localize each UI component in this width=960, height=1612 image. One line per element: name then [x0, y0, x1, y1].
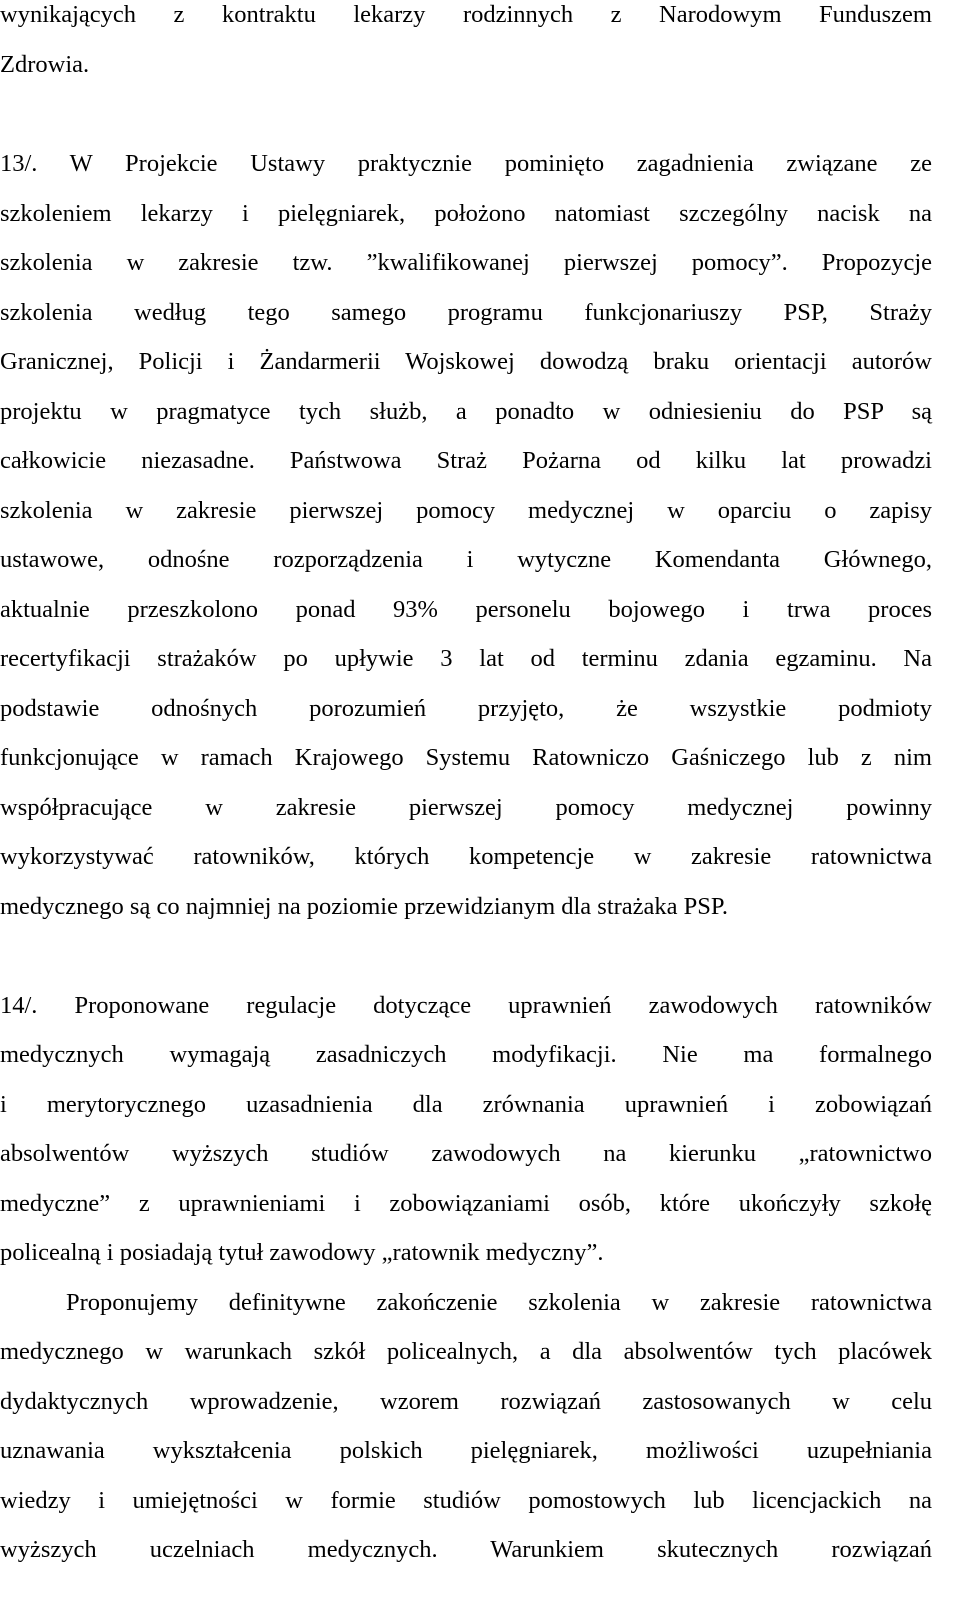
- text-line: Proponujemy definitywne zakończenie szkolenia w zakresie ratownictwa: [66, 1289, 932, 1316]
- text-line: dydaktycznych wprowadzenie, wzorem rozwiązań zastosowanych w celu: [0, 1388, 932, 1415]
- text-line: szkolenia w zakresie tzw. ”kwalifikowanej pierwszej pomocy”. Propozycje: [0, 249, 932, 276]
- text-line: medycznego w warunkach szkół policealnych, a dla absolwentów tych placówek: [0, 1338, 932, 1365]
- text-line: medycznego są co najmniej na poziomie przewidzianym dla strażaka PSP.: [0, 893, 728, 920]
- text-line: współpracujące w zakresie pierwszej pomocy medycznej powinny: [0, 794, 932, 821]
- text-line: wykorzystywać ratowników, których kompetencje w zakresie ratownictwa: [0, 843, 932, 870]
- text-line: wyższych uczelniach medycznych. Warunkiem skutecznych rozwiązań: [0, 1536, 932, 1563]
- text-line: wiedzy i umiejętności w formie studiów pomostowych lub licencjackich na: [0, 1487, 932, 1514]
- text-line: policealną i posiadają tytuł zawodowy „ratownik medyczny”.: [0, 1239, 604, 1266]
- text-line: absolwentów wyższych studiów zawodowych na kierunku „ratownictwo: [0, 1140, 932, 1167]
- text-line: recertyfikacji strażaków po upływie 3 lat od terminu zdania egzaminu. Na: [0, 645, 932, 672]
- text-line: projektu w pragmatyce tych służb, a ponadto w odniesieniu do PSP są: [0, 398, 932, 425]
- text-line: szkolenia według tego samego programu funkcjonariuszy PSP, Straży: [0, 299, 932, 326]
- text-line: ustawowe, odnośne rozporządzenia i wytyczne Komendanta Głównego,: [0, 546, 932, 573]
- text-line: szkolenia w zakresie pierwszej pomocy medycznej w oparciu o zapisy: [0, 497, 932, 524]
- text-line: szkoleniem lekarzy i pielęgniarek, położono natomiast szczególny nacisk na: [0, 200, 932, 227]
- text-line: wynikających z kontraktu lekarzy rodzinnych z Narodowym Funduszem: [0, 1, 932, 28]
- text-line: medyczne” z uprawnieniami i zobowiązaniami osób, które ukończyły szkołę: [0, 1190, 932, 1217]
- text-line: 14/. Proponowane regulacje dotyczące uprawnień zawodowych ratowników: [0, 992, 932, 1019]
- text-line: funkcjonujące w ramach Krajowego Systemu Ratowniczo Gaśniczego lub z nim: [0, 744, 932, 771]
- text-line: podstawie odnośnych porozumień przyjęto, że wszystkie podmioty: [0, 695, 932, 722]
- text-line: Zdrowia.: [0, 51, 90, 78]
- text-line: i merytorycznego uzasadnienia dla zrównania uprawnień i zobowiązań: [0, 1091, 932, 1118]
- text-line: Granicznej, Policji i Żandarmerii Wojskowej dowodzą braku orientacji autorów: [0, 348, 932, 375]
- text-line: 13/. W Projekcie Ustawy praktycznie pominięto zagadnienia związane ze: [0, 150, 932, 177]
- text-line: uznawania wykształcenia polskich pielęgniarek, możliwości uzupełniania: [0, 1437, 932, 1464]
- text-line: medycznych wymagają zasadniczych modyfikacji. Nie ma formalnego: [0, 1041, 932, 1068]
- text-line: całkowicie niezasadne. Państwowa Straż Pożarna od kilku lat prowadzi: [0, 447, 932, 474]
- text-line: aktualnie przeszkolono ponad 93% personelu bojowego i trwa proces: [0, 596, 932, 623]
